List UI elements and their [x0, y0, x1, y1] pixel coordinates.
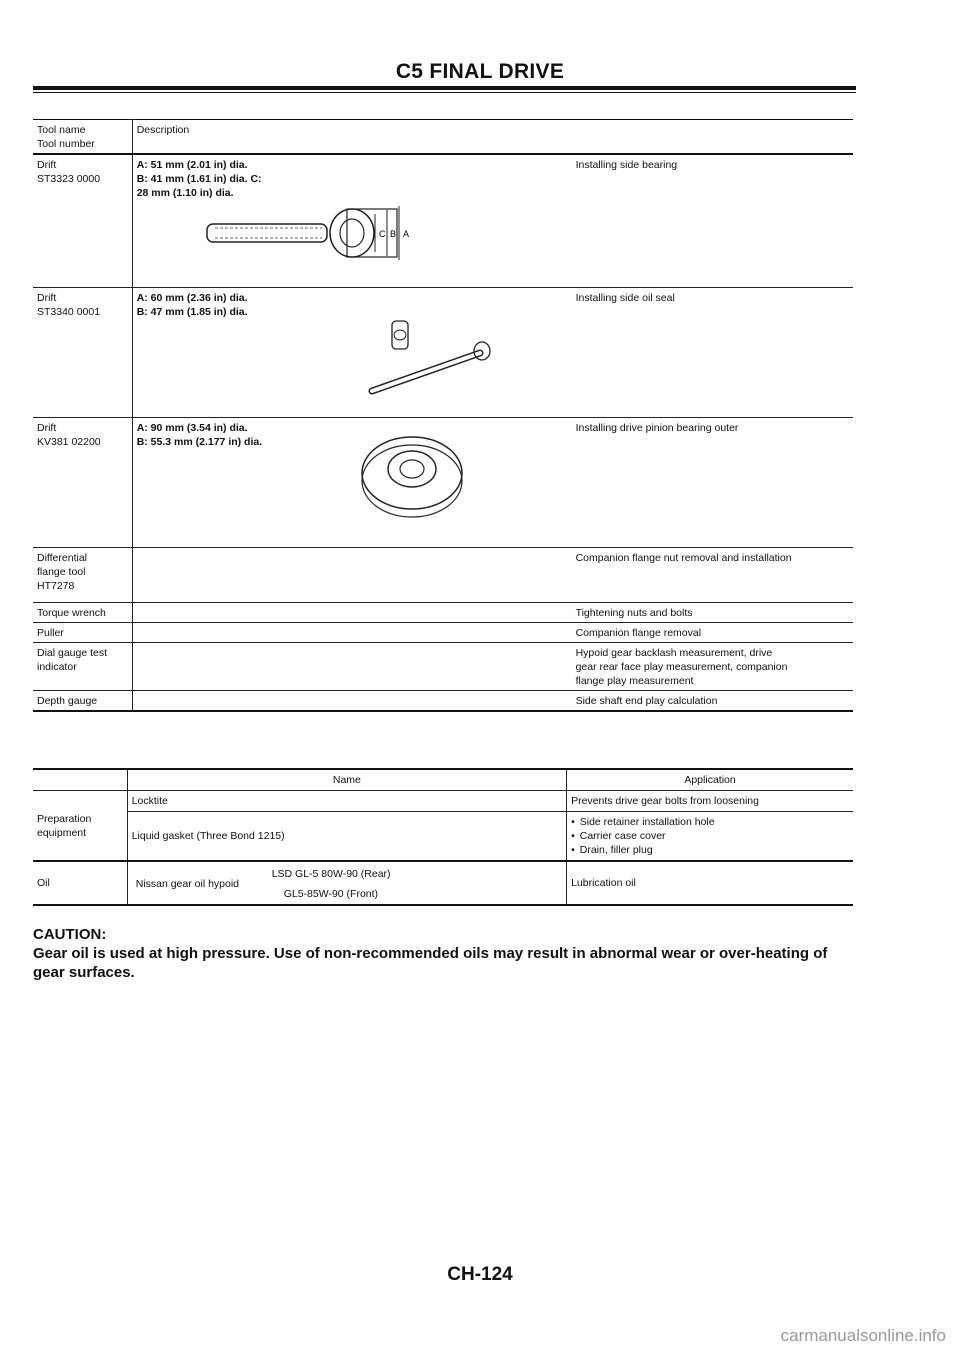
tool-description-cell: [132, 622, 571, 642]
spec-line: B: 47 mm (1.85 in) dia.: [136, 305, 248, 318]
tool-name: flange tool: [37, 565, 86, 578]
list-item: • Carrier case cover: [571, 829, 849, 843]
tool-name-cell: [33, 547, 132, 602]
tool-number: HT7278: [37, 579, 75, 592]
tool-description-cell: [132, 602, 571, 622]
preparation-label-cell: [33, 791, 127, 862]
table-row: [33, 791, 853, 812]
tool-name-cell: [33, 287, 132, 417]
oil-label: Oil: [37, 877, 50, 889]
tool-name: Drift: [37, 159, 57, 171]
tool-name: Depth gauge: [33, 690, 132, 711]
description-header: Description: [136, 124, 190, 136]
tool-description-cell: [132, 690, 571, 711]
application-header: Application: [684, 774, 736, 786]
spec-line: B: 41 mm (1.61 in) dia. C:: [136, 173, 262, 185]
tool-application: Installing side oil seal: [575, 291, 675, 304]
spec-line: A: 51 mm (2.01 in) dia.: [136, 159, 248, 171]
tool-application: Hypoid gear backlash measurement, drive: [575, 646, 773, 659]
side-oil-seal-drift-illustration: [362, 317, 502, 395]
tool-number: KV381 02200: [37, 435, 101, 448]
dim-label: C: [378, 229, 386, 239]
tool-application: flange play measurement: [575, 674, 694, 687]
tool-name-cell: [33, 417, 132, 547]
tools-header-row: [33, 120, 853, 155]
blank-header-cell: [33, 769, 127, 791]
pinion-bearing-drift-illustration: [357, 433, 467, 519]
preparation-label: Preparation: [37, 812, 92, 825]
list-item: • Drain, filler plug: [571, 843, 849, 857]
oil-name-cell: [127, 861, 566, 905]
title-rule-thin: [33, 92, 856, 93]
table-row: [33, 861, 853, 905]
equipment-table: [33, 768, 853, 906]
tool-name-cell: [33, 154, 132, 287]
preparation-label: equipment: [37, 826, 87, 839]
tool-number: ST3340 0001: [37, 305, 101, 318]
tool-name-cell: [33, 642, 132, 690]
page-title: C5 FINAL DRIVE: [395, 60, 565, 83]
tool-application: Companion flange nut removal and installation: [575, 551, 792, 564]
tool-name: Drift: [37, 421, 57, 434]
tool-name: Drift: [37, 291, 57, 304]
tool-number-header: Tool number: [37, 138, 95, 150]
tool-description-cell: [132, 287, 571, 417]
side-bearing-drift-illustration: [197, 204, 457, 262]
tool-name: Dial gauge test: [37, 646, 108, 659]
name-header: Name: [127, 769, 566, 791]
table-row: [33, 690, 853, 711]
tool-number: ST3323 0000: [37, 173, 101, 185]
gasket-name: Liquid gasket (Three Bond 1215): [127, 812, 566, 862]
tool-description-cell: [132, 547, 571, 602]
oil-name: Nissan gear oil hypoid: [135, 878, 240, 890]
table-row: [33, 642, 853, 690]
watermark: carmanualsonline.info: [780, 1326, 946, 1345]
tool-application: Companion flange removal: [575, 626, 702, 639]
gasket-application-list: [571, 815, 849, 857]
dim-label: B: [389, 229, 396, 239]
tool-header-cell: [33, 120, 132, 155]
tool-description-cell: [132, 417, 571, 547]
tool-application: Side shaft end play calculation: [575, 694, 718, 707]
tool-application: Installing drive pinion bearing outer: [575, 421, 739, 434]
tool-name: Torque wrench: [33, 602, 132, 622]
oil-rear-grade: LSD GL-5 80W-90 (Rear): [271, 868, 391, 880]
locktite-name: Locktite: [127, 791, 566, 812]
spec-line: A: 90 mm (3.54 in) dia.: [136, 421, 248, 434]
table-row: [33, 622, 853, 642]
tool-name: Differential: [37, 551, 87, 564]
list-item: • Side retainer installation hole: [571, 815, 849, 829]
gasket-application-cell: [567, 812, 853, 862]
tool-name: Puller: [33, 622, 132, 642]
page-number: CH-124: [447, 1264, 513, 1285]
title-rule: [33, 86, 856, 90]
table-row: [33, 287, 853, 417]
table-row: [33, 417, 853, 547]
spec-line: A: 60 mm (2.36 in) dia.: [136, 291, 248, 304]
table-row: [33, 154, 853, 287]
equipment-header-row: [33, 769, 853, 791]
tool-name: indicator: [37, 660, 77, 673]
locktite-application: Prevents drive gear bolts from loosening: [571, 795, 759, 807]
table-row: [33, 602, 853, 622]
oil-application: Lubrication oil: [571, 877, 636, 889]
caution-text: Gear oil is used at high pressure. Use of non-recommended oils may result in abnormal wear or over-heating of gear surfaces.: [33, 945, 828, 981]
spec-line: 28 mm (1.10 in) dia.: [136, 187, 234, 199]
table-row: [33, 547, 853, 602]
caution-heading: CAUTION:: [33, 926, 107, 943]
spec-line: B: 55.3 mm (2.177 in) dia.: [136, 435, 263, 448]
caution-note: [33, 925, 863, 982]
tool-name-header: Tool name: [37, 124, 86, 136]
tool-description-cell: [132, 154, 571, 287]
tool-application: Installing side bearing: [575, 159, 678, 171]
tool-description-cell: [132, 642, 571, 690]
dim-label: A: [402, 229, 409, 239]
tool-application: Tightening nuts and bolts: [575, 606, 693, 619]
tool-application-cell: [572, 642, 853, 690]
special-tools-table: [33, 119, 853, 712]
tool-application: gear rear face play measurement, companion: [575, 660, 788, 673]
oil-front-grade: GL5-85W-90 (Front): [283, 888, 379, 900]
table-row: [33, 812, 853, 862]
